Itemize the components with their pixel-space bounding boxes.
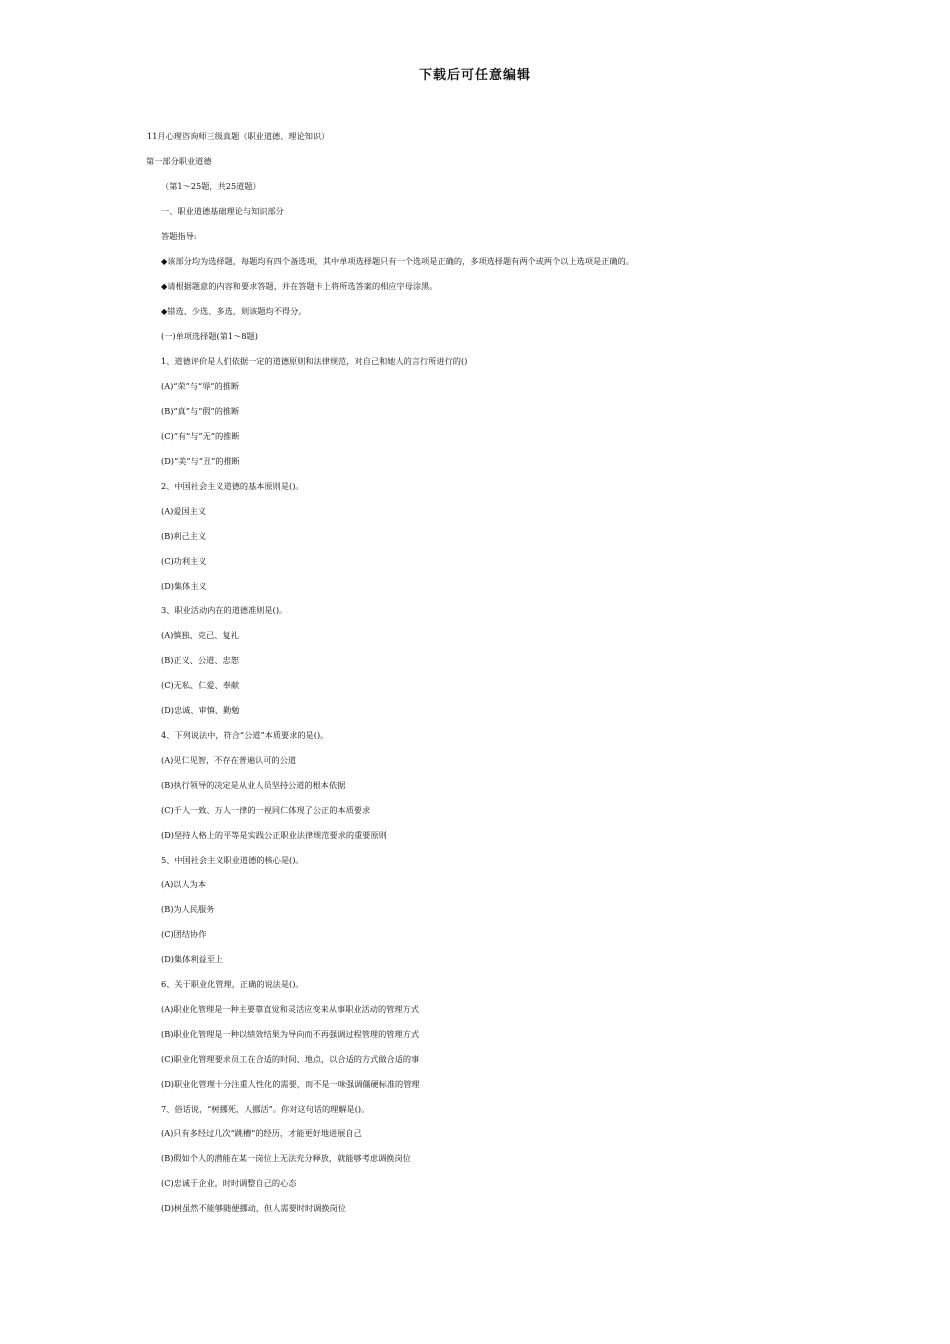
- question-option: (A)见仁见智，不存在普遍认可的公道: [161, 755, 297, 765]
- question-option: (A)以人为本: [161, 879, 207, 889]
- question-option: (A)慎独、克己、复礼: [161, 630, 239, 640]
- question-option: (B)职业化管理是一种以绩效结果为导向而不再强调过程管理的管理方式: [161, 1029, 420, 1039]
- question-option: (D)职业化管理十分注重人性化的需要，而不是一味强调僵硬标准的管理: [161, 1079, 420, 1089]
- question-stem: 3、职业活动内在的道德准则是()。: [161, 605, 288, 615]
- guide-item: ◆该部分均为选择题，每题均有四个备选项，其中单项选择题只有一个选项是正确的，多项选择题有两个或两个以上选项是正确的。: [161, 256, 634, 266]
- single-choice-title: (一)单项选择题(第1～8题): [161, 331, 258, 341]
- question-option: (B)利己主义: [161, 531, 207, 541]
- question-option: (A)“荣”与“辱”的推断: [161, 381, 240, 391]
- question-option: (A)职业化管理是一种主要靠直觉和灵活应变来从事职业活动的管理方式: [161, 1004, 419, 1014]
- page-header: 下载后可任意编辑: [418, 68, 531, 83]
- document-title: 11月心理咨询师三级真题（职业道德、理论知识）: [147, 131, 330, 141]
- question-stem: 6、关于职业化管理，正确的说法是()。: [161, 979, 304, 989]
- question-option: (B)正义、公道、忠恕: [161, 655, 239, 665]
- question-option: (B)执行领导的决定是从业人员坚持公道的根本依据: [161, 780, 346, 790]
- question-option: (D)集体利益至上: [161, 954, 224, 964]
- question-option: (D)忠诚、审慎、勤勉: [161, 705, 240, 715]
- question-stem: 7、俗话说，“树挪死，人挪活”。你对这句话的理解是()。: [161, 1104, 370, 1114]
- question-option: (C)团结协作: [161, 929, 207, 939]
- section-title: 一、职业道德基础理论与知识部分: [161, 206, 284, 216]
- question-option: (B)“真”与“假”的推断: [161, 406, 240, 416]
- question-option: (C)“有”与“无”的推断: [161, 431, 240, 441]
- question-option: (A)只有多经过几次“跳槽”的经历，才能更好地进展自己: [161, 1128, 362, 1138]
- question-option: (D)“美”与“丑”的推断: [161, 456, 240, 466]
- question-option: (D)坚持人格上的平等是实践公正职业法律规范要求的重要原则: [161, 830, 387, 840]
- question-stem: 4、下列说法中，符合“公道”本质要求的是()。: [161, 730, 329, 740]
- question-option: (A)爱国主义: [161, 506, 207, 516]
- guide-title: 答题指导:: [161, 231, 197, 241]
- question-option: (B)为人民服务: [161, 904, 215, 914]
- question-stem: 1、道德评价是人们依据一定的道德原则和法律规范，对自己和她人的言行所进行的(): [161, 356, 468, 366]
- part-title: 第一部分职业道德: [146, 156, 212, 166]
- question-option: (D)树虽然不能够随便挪动，但人需要时时调换岗位: [161, 1203, 346, 1213]
- question-range-note: （第1～25题，共25道题）: [161, 181, 261, 191]
- question-option: (C)忠诚于企业，时时调整自己的心态: [161, 1178, 297, 1188]
- question-option: (C)无私、仁爱、奉献: [161, 680, 240, 690]
- question-stem: 5、中国社会主义职业道德的核心是()。: [161, 855, 304, 865]
- question-option: (D)集体主义: [161, 581, 207, 591]
- question-option: (C)千人一致、万人一律的一视同仁体现了公正的本质要求: [161, 805, 371, 815]
- question-option: (C)功利主义: [161, 556, 207, 566]
- question-stem: 2、中国社会主义道德的基本原则是()。: [161, 481, 304, 491]
- question-option: (C)职业化管理要求员工在合适的时间、地点，以合适的方式做合适的事: [161, 1054, 420, 1064]
- guide-item: ◆请根据题意的内容和要求答题，并在答题卡上将所选答案的相应字母涂黑。: [161, 281, 438, 291]
- guide-item: ◆错选、少选、多选，则该题均不得分。: [161, 306, 307, 316]
- question-option: (B)假如个人的潜能在某一岗位上无法充分释放，就能够考虑调换岗位: [161, 1153, 411, 1163]
